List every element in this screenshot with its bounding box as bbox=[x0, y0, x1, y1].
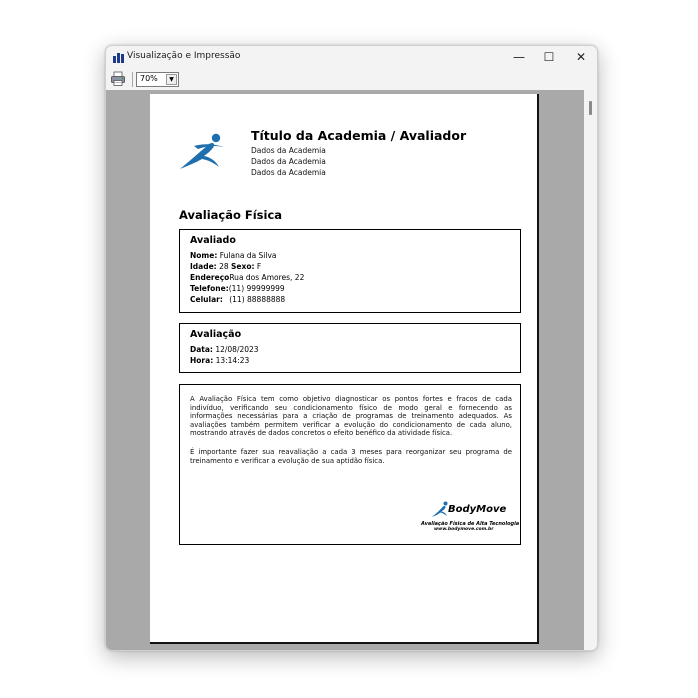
sex-value: F bbox=[256, 262, 262, 271]
avaliacao-heading: Avaliação bbox=[190, 329, 242, 340]
avaliado-box bbox=[179, 229, 521, 313]
address-label: Endereço bbox=[190, 273, 230, 282]
date-row bbox=[190, 345, 259, 354]
sex-label: Sexo: bbox=[231, 262, 255, 271]
chevron-down-icon[interactable]: ▼ bbox=[166, 74, 177, 85]
phone-value: (11) 99999999 bbox=[228, 284, 285, 293]
time-label: Hora: bbox=[190, 356, 214, 365]
time-row bbox=[190, 356, 249, 365]
scrollbar-thumb[interactable] bbox=[589, 101, 592, 115]
academy-title: Título da Academia / Avaliador bbox=[251, 128, 467, 143]
printer-icon[interactable] bbox=[110, 71, 126, 87]
avaliacao-box bbox=[179, 323, 521, 373]
name-value: Fulana da Silva bbox=[219, 251, 277, 260]
mobile-label: Celular: bbox=[190, 295, 223, 304]
bar-chart-icon bbox=[113, 52, 124, 63]
bodymove-tagline: Avaliação Física de Alta Tecnologia bbox=[421, 521, 520, 527]
zoom-select[interactable] bbox=[136, 72, 179, 87]
report-section-title: Avaliação Física bbox=[179, 208, 283, 222]
academy-data-line: Dados da Academia bbox=[251, 168, 326, 177]
phone-row bbox=[190, 284, 285, 293]
date-value: 12/08/2023 bbox=[215, 345, 259, 354]
info-paragraph: É importante fazer sua reavaliação a cada 3 meses para reorganizar seu programa de treinamento e verificar a evolução de sua aptidão física. bbox=[190, 448, 512, 465]
address-row bbox=[190, 273, 304, 282]
name-row bbox=[190, 251, 277, 260]
preview-window bbox=[105, 45, 598, 651]
runner-logo-icon bbox=[178, 132, 230, 174]
mobile-row bbox=[190, 295, 285, 304]
report-page bbox=[150, 94, 539, 644]
age-value: 28 bbox=[219, 262, 229, 271]
info-box bbox=[179, 384, 521, 545]
title-bar bbox=[106, 46, 597, 70]
mobile-value: (11) 88888888 bbox=[229, 295, 286, 304]
zoom-value: 70% bbox=[140, 74, 158, 83]
name-label: Nome: bbox=[190, 251, 218, 260]
academy-data-line: Dados da Academia bbox=[251, 146, 326, 155]
close-button[interactable]: ✕ bbox=[575, 50, 587, 64]
minimize-button[interactable]: — bbox=[513, 50, 525, 64]
phone-label: Telefone: bbox=[190, 284, 229, 293]
preview-canvas bbox=[106, 90, 584, 650]
bodymove-name: BodyMove bbox=[448, 504, 507, 515]
academy-data-line: Dados da Academia bbox=[251, 157, 326, 166]
address-value: Rua dos Amores, 22 bbox=[229, 273, 305, 282]
age-label: Idade: bbox=[190, 262, 217, 271]
date-label: Data: bbox=[190, 345, 213, 354]
age-sex-row bbox=[190, 262, 261, 271]
vertical-scrollbar[interactable] bbox=[584, 90, 597, 650]
toolbar-separator bbox=[132, 72, 133, 87]
bodymove-url: www.bodymove.com.br bbox=[434, 527, 494, 532]
time-value: 13:14:23 bbox=[215, 356, 250, 365]
window-title: Visualização e Impressão bbox=[127, 51, 241, 61]
toolbar bbox=[106, 70, 597, 90]
avaliado-heading: Avaliado bbox=[190, 235, 236, 246]
maximize-button[interactable]: ☐ bbox=[543, 50, 555, 64]
info-paragraph: A Avaliação Física tem como objetivo diagnosticar os pontos fortes e fracos de cada indivíduo, verificando seu condicionamento físico de modo geral e fornecendo as informações necessárias para a criação de programas de treinamento adequados. As avaliações também permitem verificar a evolução do condicionamento de cada aluno, mostrando através de dados concretos o efeito benéfico da atividade física. bbox=[190, 395, 512, 438]
